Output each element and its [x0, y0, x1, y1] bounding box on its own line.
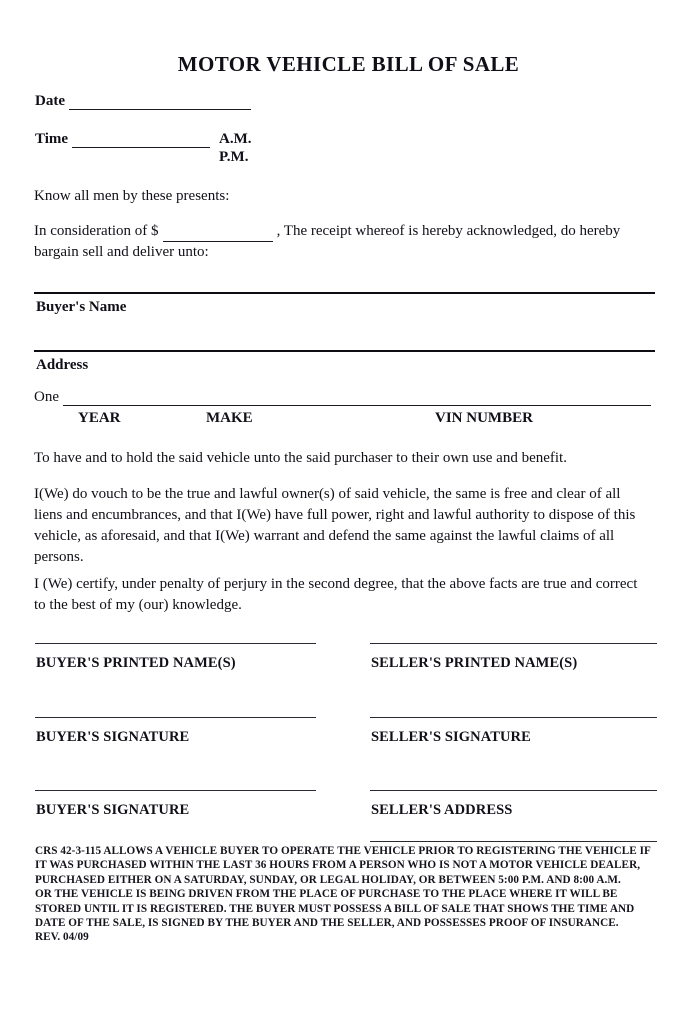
seller-printed-name-line[interactable]	[370, 643, 657, 644]
column-header-vin-number: VIN NUMBER	[435, 410, 533, 426]
seller-signature-label: SELLER'S SIGNATURE	[371, 729, 531, 745]
buyer-name-rule[interactable]	[34, 292, 655, 294]
fine-print-line: OR THE VEHICLE IS BEING DRIVEN FROM THE PLACE OF PURCHASE TO THE PLACE WHERE IT WILL BE	[35, 888, 618, 901]
date-label: Date	[35, 93, 65, 109]
column-header-year: YEAR	[78, 410, 121, 426]
amount-input-rule[interactable]	[163, 229, 273, 242]
time-field-row	[35, 131, 214, 148]
date-input-rule[interactable]	[69, 97, 251, 110]
one-label: One	[34, 389, 59, 405]
vehicle-one-row	[34, 389, 655, 406]
seller-printed-name-label: SELLER'S PRINTED NAME(S)	[371, 655, 578, 671]
seller-address-line[interactable]	[370, 790, 657, 791]
buyer-name-label: Buyer's Name	[36, 299, 127, 315]
buyer-signature-label-2: BUYER'S SIGNATURE	[36, 802, 190, 818]
seller-address-label: SELLER'S ADDRESS	[371, 802, 513, 818]
legal-fine-print	[35, 844, 659, 945]
consideration-paragraph	[34, 221, 646, 263]
pm-label: P.M.	[219, 149, 249, 165]
date-field-row	[35, 93, 255, 110]
consideration-prefix-text: In consideration of $	[34, 223, 159, 239]
know-all-men-paragraph: Know all men by these presents:	[34, 188, 230, 204]
address-label: Address	[36, 357, 89, 373]
column-header-make: MAKE	[206, 410, 253, 426]
fine-print-line: CRS 42-3-115 ALLOWS A VEHICLE BUYER TO OPERATE THE VEHICLE PRIOR TO REGISTERING THE VEHICLE IF	[35, 845, 651, 857]
time-label: Time	[35, 131, 69, 147]
page-title: MOTOR VEHICLE BILL OF SALE	[177, 52, 520, 76]
revision-label: REV. 04/09	[35, 931, 89, 944]
time-input-rule[interactable]	[72, 135, 210, 148]
to-have-and-to-hold-paragraph: To have and to hold the said vehicle unto the said purchaser to their own use and benefit.	[34, 450, 567, 466]
am-label: A.M.	[219, 131, 252, 147]
buyer-signature-line-1[interactable]	[35, 717, 316, 718]
fine-print-line: STORED UNTIL IT IS REGISTERED. THE BUYER MUST POSSESS A BILL OF SALE THAT SHOWS THE TIME AND	[35, 902, 635, 915]
buyer-printed-name-label: BUYER'S PRINTED NAME(S)	[36, 655, 236, 671]
certify-paragraph: I (We) certify, under penalty of perjury in the second degree, that the above facts are true and correct to the best of my (our) knowledge.	[34, 576, 638, 613]
seller-signature-line[interactable]	[370, 717, 657, 718]
consideration-suffix-text: , The receipt whereof is hereby acknowledged, do hereby bargain sell and deliver unto:	[34, 223, 621, 260]
fine-print-line: IT WAS PURCHASED WITHIN THE LAST 36 HOURS FROM A PERSON WHO IS NOT A MOTOR VEHICLE DEALER,	[35, 859, 641, 872]
buyer-signature-line-2[interactable]	[35, 790, 316, 791]
fine-print-line: PURCHASED EITHER ON A SATURDAY, SUNDAY, OR LEGAL HOLIDAY, OR BETWEEN 5:00 P.M. AND 8:00 A.M.	[35, 873, 621, 886]
vehicle-info-rule[interactable]	[63, 393, 651, 406]
fine-print-line: DATE OF THE SALE, IS SIGNED BY THE BUYER AND THE SELLER, AND POSSESSES PROOF OF INSURANCE.	[35, 917, 619, 930]
buyer-printed-name-line[interactable]	[35, 643, 316, 644]
seller-address-continuation-line[interactable]	[370, 841, 657, 842]
buyer-signature-label-1: BUYER'S SIGNATURE	[36, 729, 190, 745]
address-rule[interactable]	[34, 350, 655, 352]
vouch-paragraph: I(We) do vouch to be the true and lawful owner(s) of said vehicle, the same is free and clear of all liens and encumbrances, and that I(We) have full power, right and lawful authority to dispose of this vehicle, as aforesaid, and that I(We) warrant and defend the same against the lawful claims of all persons.	[34, 486, 636, 565]
